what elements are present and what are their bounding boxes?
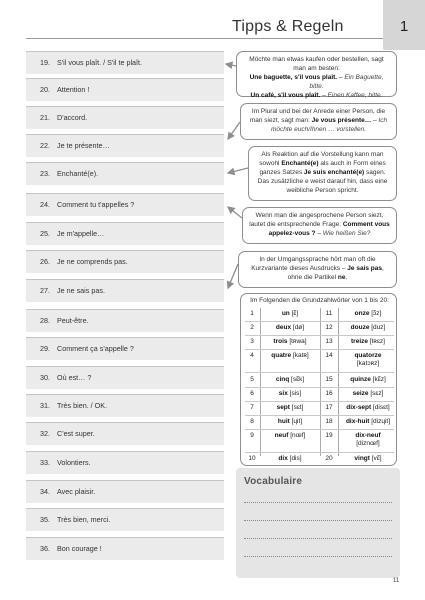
note-bold: ne bbox=[337, 274, 346, 281]
digit: 8 bbox=[250, 418, 254, 425]
pronunciation: [duz] bbox=[371, 324, 386, 331]
writing-line[interactable] bbox=[244, 538, 392, 539]
phrase-number: 22. bbox=[40, 141, 50, 150]
number-word: deux bbox=[275, 324, 292, 331]
note-text: Das zusätzliche e weist darauf hin, dass eine bbox=[257, 178, 388, 185]
pronunciation: [diznœf] bbox=[356, 440, 380, 447]
note-enchante bbox=[248, 146, 397, 201]
phrase-number: 19. bbox=[40, 58, 50, 67]
phrase-row bbox=[26, 279, 224, 302]
phrase-row bbox=[26, 366, 224, 389]
page-title: Tipps & Regeln bbox=[232, 18, 344, 35]
phrase-row bbox=[26, 508, 224, 531]
header-divider bbox=[26, 38, 383, 39]
phrase-number: 36. bbox=[40, 544, 50, 553]
phrase-text: Bon courage ! bbox=[57, 544, 102, 553]
note-bold: Je suis enchanté(e) bbox=[303, 169, 365, 176]
number-word: quinze bbox=[350, 376, 371, 383]
writing-line[interactable] bbox=[244, 556, 392, 557]
pronunciation: [ɥit] bbox=[291, 418, 303, 425]
number-row bbox=[241, 336, 398, 348]
number-row bbox=[241, 308, 398, 320]
note-text: lautet die entsprechende Frage: bbox=[249, 221, 343, 228]
note-translation: – Ein Baguette, bitte. bbox=[309, 74, 384, 90]
phrase-row bbox=[26, 222, 224, 245]
phrase-text: Comment tu t'appelles ? bbox=[57, 200, 135, 209]
number-row bbox=[241, 430, 398, 451]
note-text: . bbox=[345, 274, 348, 281]
digit: 9 bbox=[250, 432, 254, 439]
phrase-text: Attention ! bbox=[57, 85, 90, 94]
page-number: 11 bbox=[393, 578, 400, 584]
writing-line[interactable] bbox=[244, 502, 392, 503]
number-word: douze bbox=[350, 324, 370, 331]
phrase-text: Enchanté(e). bbox=[57, 169, 99, 178]
phrase-number: 31. bbox=[40, 401, 50, 410]
vocabulary-title: Vocabulaire bbox=[244, 476, 303, 487]
digit: 7 bbox=[250, 404, 254, 411]
number-word: onze bbox=[354, 310, 370, 317]
arrow-note-2 bbox=[228, 122, 240, 139]
phrase-text: Je te présente… bbox=[57, 141, 110, 150]
note-text: weibliche Person spricht. bbox=[286, 187, 359, 194]
phrase-row bbox=[26, 51, 224, 74]
phrase-number: 29. bbox=[40, 344, 50, 353]
note-translation: möchte euch/Ihnen … vorstellen. bbox=[270, 126, 367, 133]
digit: 20 bbox=[325, 455, 333, 462]
phrase-row bbox=[26, 78, 224, 101]
digit: 2 bbox=[250, 324, 254, 331]
phrase-row bbox=[26, 309, 224, 332]
note-text: In der Umgangssprache hört man oft die bbox=[259, 256, 376, 263]
number-word: six bbox=[278, 390, 288, 397]
phrase-number: 20. bbox=[40, 85, 50, 94]
note-text: Wenn man die angesprochene Person siezt, bbox=[255, 212, 384, 219]
note-text: Kurzvariante dieses Ausdrucks – bbox=[251, 265, 348, 272]
number-word: vingt bbox=[354, 455, 370, 462]
phrase-number: 27. bbox=[40, 286, 50, 295]
number-row bbox=[241, 322, 398, 334]
phrase-number: 33. bbox=[40, 458, 50, 467]
number-row bbox=[241, 453, 398, 465]
phrase-number: 35. bbox=[40, 515, 50, 524]
digit: 5 bbox=[250, 376, 254, 383]
number-row bbox=[241, 374, 398, 386]
note-text: ganzes Satzes bbox=[259, 169, 304, 176]
digit: 11 bbox=[325, 310, 333, 317]
digit: 18 bbox=[325, 418, 333, 425]
phrase-text: D'accord. bbox=[57, 113, 88, 122]
pronunciation: [katɔʀz] bbox=[356, 360, 380, 367]
note-formal-name bbox=[242, 207, 397, 244]
pronunciation: [dø] bbox=[292, 324, 305, 331]
phrase-number: 30. bbox=[40, 373, 50, 382]
pronunciation: [sis] bbox=[289, 390, 302, 397]
table-divider bbox=[245, 372, 394, 373]
note-text: als auch in Form eines bbox=[318, 160, 386, 167]
number-word: seize bbox=[352, 390, 369, 397]
pronunciation: [ɔ̃z] bbox=[371, 310, 382, 317]
number-row bbox=[241, 416, 398, 428]
digit: 1 bbox=[250, 310, 254, 317]
phrase-text: C'est super. bbox=[57, 429, 95, 438]
digit: 12 bbox=[325, 324, 333, 331]
pronunciation: [tʀwa] bbox=[289, 338, 307, 345]
note-text: Möchte man etwas kaufen oder bestellen, sagt bbox=[249, 56, 384, 63]
phrase-number: 28. bbox=[40, 316, 50, 325]
phrase-row bbox=[26, 537, 224, 560]
note-text: Als Reaktion auf die Vorstellung kann man bbox=[261, 151, 384, 158]
arrow-note-5 bbox=[228, 264, 238, 288]
numbers-intro: Im Folgenden die Grundzahlwörter von 1 bis 20: bbox=[250, 297, 389, 304]
note-bold: Un café, s'il vous plaît. bbox=[250, 92, 321, 99]
note-bold: Une baguette, s'il vous plaît. bbox=[249, 74, 338, 81]
note-text: ohne die Partikel bbox=[287, 274, 338, 281]
numbers-table bbox=[240, 293, 397, 466]
number-word: cinq bbox=[275, 376, 290, 383]
number-word: un bbox=[281, 310, 290, 317]
arrow-note-4 bbox=[228, 207, 242, 218]
pronunciation: [disɛt] bbox=[373, 404, 390, 411]
writing-line[interactable] bbox=[244, 520, 392, 521]
phrase-row bbox=[26, 106, 224, 129]
digit: 10 bbox=[248, 455, 256, 462]
note-ordering bbox=[236, 51, 397, 97]
note-colloquial bbox=[238, 251, 397, 288]
pronunciation: [kɛ̃z] bbox=[372, 376, 386, 383]
phrase-text: Je ne sais pas. bbox=[57, 286, 105, 295]
digit: 3 bbox=[250, 338, 254, 345]
phrase-text: Avec plaisir. bbox=[57, 487, 96, 496]
pronunciation: [tʀɛz] bbox=[369, 338, 385, 345]
pronunciation: [sɛz] bbox=[370, 390, 384, 397]
note-translation: – Wie heißen Sie? bbox=[315, 230, 371, 237]
digit: 14 bbox=[325, 352, 333, 359]
note-introduce-plural bbox=[240, 103, 397, 140]
phrase-number: 21. bbox=[40, 113, 50, 122]
phrase-text: Très bien, merci. bbox=[57, 515, 111, 524]
phrase-text: Où est… ? bbox=[57, 373, 92, 382]
note-bold: Comment vous bbox=[342, 221, 390, 228]
note-bold: appelez-vous ? bbox=[268, 230, 316, 237]
digit: 15 bbox=[325, 376, 333, 383]
phrase-text: Très bien. / OK. bbox=[57, 401, 108, 410]
note-text: , bbox=[382, 265, 384, 272]
note-translation: – Ich bbox=[371, 117, 388, 124]
pronunciation: [sɛ̃k] bbox=[291, 376, 305, 383]
phrase-text: Volontiers. bbox=[57, 458, 91, 467]
phrase-row bbox=[26, 337, 224, 360]
digit: 19 bbox=[325, 432, 333, 439]
number-word: trois bbox=[273, 338, 288, 345]
phrase-text: Je ne comprends pas. bbox=[57, 257, 128, 266]
number-word: quatorze bbox=[354, 352, 382, 359]
phrase-text: Je m'appelle… bbox=[57, 229, 105, 238]
pronunciation: [katʀ] bbox=[292, 352, 309, 359]
phrase-number: 25. bbox=[40, 229, 50, 238]
number-word: huit bbox=[277, 418, 290, 425]
number-word: neuf bbox=[274, 432, 289, 439]
phrase-text: Peut-être. bbox=[57, 316, 89, 325]
chapter-number: 1 bbox=[399, 18, 409, 35]
note-bold: Je sais pas bbox=[347, 265, 382, 272]
note-bold: Enchanté(e) bbox=[281, 160, 319, 167]
pronunciation: [dizɥit] bbox=[371, 418, 391, 425]
phrase-text: Comment ça s'appelle ? bbox=[57, 344, 134, 353]
pronunciation: [sɛt] bbox=[291, 404, 304, 411]
chapter-tab bbox=[383, 0, 425, 50]
phrase-row bbox=[26, 394, 224, 417]
number-word: quatre bbox=[271, 352, 292, 359]
digit: 4 bbox=[250, 352, 254, 359]
phrase-row bbox=[26, 193, 224, 216]
vocabulary-box bbox=[236, 468, 400, 578]
number-word: dix-huit bbox=[345, 418, 370, 425]
phrase-row bbox=[26, 451, 224, 474]
note-text: man siezt, sagt man: bbox=[249, 117, 312, 124]
phrase-number: 34. bbox=[40, 487, 50, 496]
note-text: Im Plural und bei der Anrede einer Person, die bbox=[251, 108, 386, 115]
phrase-row bbox=[26, 422, 224, 445]
number-row bbox=[241, 388, 398, 400]
number-word: treize bbox=[351, 338, 368, 345]
note-text: sagen. bbox=[364, 169, 386, 176]
digit: 17 bbox=[325, 404, 333, 411]
pronunciation: [vɛ̃] bbox=[371, 455, 382, 462]
pronunciation: [dis] bbox=[289, 455, 302, 462]
note-text: man am besten: bbox=[293, 65, 340, 72]
phrase-text: S'il vous plaît. / S'il te plaît. bbox=[57, 58, 143, 67]
phrase-number: 26. bbox=[40, 257, 50, 266]
phrase-number: 32. bbox=[40, 429, 50, 438]
note-text: sowohl bbox=[259, 160, 282, 167]
phrase-row bbox=[26, 162, 224, 185]
phrase-row bbox=[26, 250, 224, 273]
number-word: dix bbox=[278, 455, 288, 462]
phrase-row bbox=[26, 480, 224, 503]
note-translation: – Einen Kaffee, bitte. bbox=[320, 92, 383, 99]
arrow-note-1 bbox=[226, 64, 236, 66]
number-word: sept bbox=[276, 404, 290, 411]
pronunciation: [ɛ̃] bbox=[291, 310, 299, 317]
note-bold: Je vous présente… bbox=[311, 117, 372, 124]
phrase-number: 24. bbox=[40, 200, 50, 209]
number-row bbox=[241, 402, 398, 414]
number-word: dix-sept bbox=[346, 404, 372, 411]
number-row bbox=[241, 350, 398, 371]
digit: 13 bbox=[325, 338, 333, 345]
arrow-note-3 bbox=[228, 168, 248, 173]
digit: 6 bbox=[250, 390, 254, 397]
pronunciation: [nœf] bbox=[290, 432, 306, 439]
number-word: dix-neuf bbox=[355, 432, 381, 439]
digit: 16 bbox=[325, 390, 333, 397]
phrase-row bbox=[26, 134, 224, 157]
phrase-number: 23. bbox=[40, 169, 50, 178]
